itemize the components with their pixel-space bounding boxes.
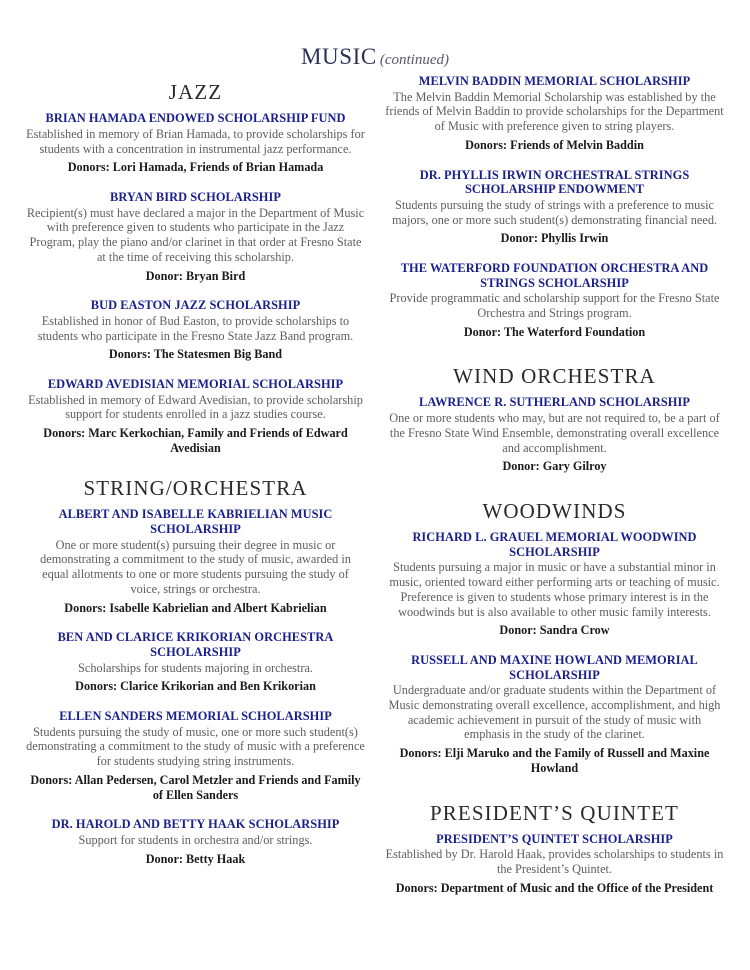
- award-entry: [385, 832, 724, 896]
- award-donors: Donors: Elji Maruko and the Family of Russell and Maxine Howland: [399, 746, 710, 775]
- award-name: DR. PHYLLIS IRWIN ORCHESTRAL STRINGS SCHOLARSHIP ENDOWMENT: [419, 167, 690, 197]
- award-description: Support for students in orchestra and/or strings.: [78, 832, 313, 847]
- award-entry: [26, 507, 365, 615]
- award-name: DR. HAROLD AND BETTY HAAK SCHOLARSHIP: [51, 817, 340, 832]
- award-donors: Donors: Allan Pedersen, Carol Metzler and Friends and Family of Ellen Sanders: [30, 772, 361, 802]
- section-heading-jazz: JAZZ: [168, 80, 223, 104]
- award-description: Undergraduate and/or graduate students within the Department of Music demonstrating overall excellence, accomplishment, and high academic achievement in pursuit of the study of music with emphasis in the study of the clarinet.: [388, 683, 721, 742]
- award-description: Recipient(s) must have declared a major in the Department of Music with preference given to students who participate in the Jazz Program, play the piano and/or clarinet in that order at Fresno State at the time of receiving this scholarship.: [26, 205, 365, 264]
- award-entry: [385, 74, 724, 153]
- award-name: BRIAN HAMADA ENDOWED SCHOLARSHIP FUND: [45, 111, 346, 126]
- award-donors: Donor: Sandra Crow: [499, 623, 610, 638]
- award-donors: Donor: Phyllis Irwin: [500, 231, 609, 246]
- award-donors: Donor: The Waterford Foundation: [463, 324, 646, 339]
- award-description: Scholarships for students majoring in orchestra.: [78, 660, 313, 675]
- award-description: Established in memory of Brian Hamada, to provide scholarships for students with a concentration in instrumental jazz performance.: [26, 126, 365, 156]
- award-name: RICHARD L. GRAUEL MEMORIAL WOODWIND SCHOLARSHIP: [412, 530, 697, 559]
- award-description: Students pursuing the study of strings with a preference to music majors, one or more such student(s) demonstrating financial need.: [391, 197, 718, 227]
- page-title: MUSIC: [301, 44, 377, 69]
- award-entry: [385, 653, 724, 776]
- award-name: THE WATERFORD FOUNDATION ORCHESTRA AND STRINGS SCHOLARSHIP: [400, 260, 709, 290]
- section-heading-string-orchestra: STRING/ORCHESTRA: [83, 476, 308, 501]
- section-heading-presidents-quintet: PRESIDENT’S QUINTET: [430, 800, 679, 825]
- award-description: Provide programmatic and scholarship support for the Fresno State Orchestra and Strings program.: [389, 291, 720, 320]
- award-entry: [26, 298, 365, 362]
- award-entry: [26, 190, 365, 283]
- award-donors: Donor: Bryan Bird: [145, 268, 246, 283]
- award-description: Established by Dr. Harold Haak, provides scholarships to students in the President’s Quintet.: [385, 847, 724, 877]
- award-entry: [385, 530, 724, 638]
- award-description: Established in memory of Edward Avedisian, to provide scholarship support for students enrolled in a jazz studies course.: [28, 392, 363, 422]
- award-donors: Donors: Department of Music and the Office of the President: [395, 880, 714, 895]
- right-column: [375, 74, 736, 895]
- award-donors: Donors: Clarice Krikorian and Ben Krikorian: [75, 679, 316, 694]
- two-column-body: [0, 74, 750, 895]
- award-entry: [385, 168, 724, 246]
- award-description: One or more students who may, but are not required to, be a part of the Fresno State Wind Ensemble, demonstrating overall excellence and accomplishment.: [389, 411, 720, 455]
- award-name: EDWARD AVEDISIAN MEMORIAL SCHOLARSHIP: [47, 376, 344, 391]
- award-name: MELVIN BADDIN MEMORIAL SCHOLARSHIP: [418, 74, 691, 88]
- award-description: Students pursuing a major in music or have a substantial minor in music, oriented toward either performing arts or teaching of music. Preference is given to students whose primary interest is in the woodwinds but is also available to other music family interests.: [389, 560, 720, 619]
- award-entry: [26, 709, 365, 802]
- award-donors: Donors: Lori Hamada, Friends of Brian Hamada: [67, 160, 324, 175]
- award-donors: Donors: Isabelle Kabrielian and Albert Kabrielian: [64, 600, 327, 615]
- award-donors: Donors: Marc Kerkochian, Family and Friends of Edward Avedisian: [43, 426, 348, 455]
- page-title-continued: (continued): [379, 52, 449, 68]
- award-description: Students pursuing the study of music, one or more such student(s) demonstrating a commitment to the study of music with a preference for students studying string instruments.: [26, 724, 365, 769]
- award-donors: Donors: The Statesmen Big Band: [108, 347, 283, 362]
- award-name: PRESIDENT’S QUINTET SCHOLARSHIP: [436, 831, 673, 846]
- award-entry: [26, 377, 365, 455]
- award-entry: [385, 395, 724, 474]
- award-donors: Donors: Friends of Melvin Baddin: [465, 137, 644, 152]
- award-entry: [26, 111, 365, 175]
- section-heading-woodwinds: WOODWINDS: [482, 498, 627, 523]
- award-name: RUSSELL AND MAXINE HOWLAND MEMORIAL SCHOLARSHIP: [411, 652, 698, 682]
- award-name: ELLEN SANDERS MEMORIAL SCHOLARSHIP: [59, 709, 332, 724]
- page-header: [0, 0, 750, 74]
- award-name: BRYAN BIRD SCHOLARSHIP: [110, 189, 281, 204]
- section-heading-wind-orchestra: WIND ORCHESTRA: [453, 364, 656, 389]
- award-donors: Donor: Betty Haak: [145, 851, 246, 866]
- award-name: BUD EASTON JAZZ SCHOLARSHIP: [90, 298, 301, 313]
- award-entry: [26, 630, 365, 694]
- award-description: Established in honor of Bud Easton, to provide scholarships to students who participate in the Fresno State Jazz Band program.: [37, 313, 354, 343]
- award-entry: [385, 261, 724, 339]
- award-description: One or more student(s) pursuing their degree in music or demonstrating a commitment to the study of music, awarded in equal allotments to one or more students pursuing the study of voice, strings or orchestra.: [40, 537, 351, 596]
- award-description: The Melvin Baddin Memorial Scholarship was established by the friends of Melvin Baddin to provide scholarships for the Department of Music with preference given to string players.: [385, 89, 724, 134]
- left-column: [14, 74, 375, 866]
- award-name: BEN AND CLARICE KRIKORIAN ORCHESTRA SCHOLARSHIP: [57, 630, 334, 659]
- award-name: LAWRENCE R. SUTHERLAND SCHOLARSHIP: [419, 395, 690, 410]
- award-name: ALBERT AND ISABELLE KABRIELIAN MUSIC SCHOLARSHIP: [58, 507, 333, 537]
- award-donors: Donor: Gary Gilroy: [502, 459, 607, 474]
- award-entry: [26, 817, 365, 866]
